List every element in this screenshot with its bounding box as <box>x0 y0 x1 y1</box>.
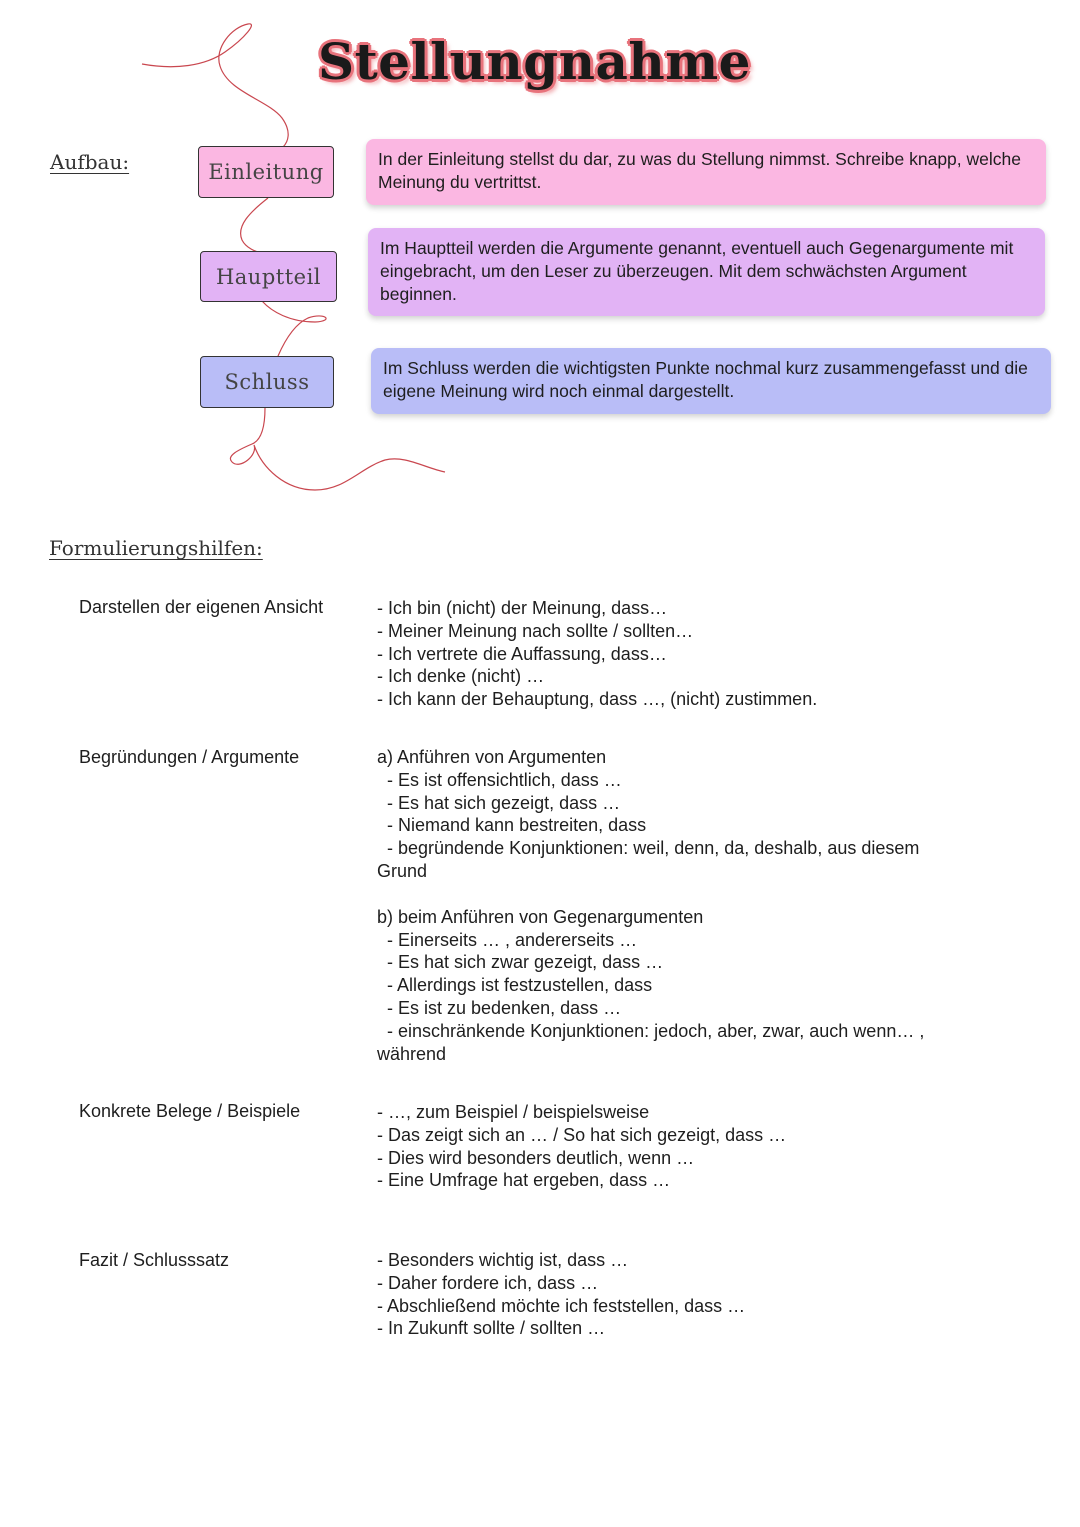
phrase-item: - einschränkende Konjunktionen: jedoch, aber, zwar, auch wenn… , <box>387 1020 925 1041</box>
phrase-item: - Das zeigt sich an … / So hat sich gezeigt, dass … <box>377 1124 787 1145</box>
aufbau-label: Aufbau: <box>50 150 130 174</box>
phrase-item: - Daher fordere ich, dass … <box>377 1272 599 1293</box>
phrase-item: - Allerdings ist festzustellen, dass <box>387 975 653 996</box>
phrase-item: - Es hat sich zwar gezeigt, dass … <box>387 952 664 973</box>
phrase-item: - Besonders wichtig ist, dass … <box>377 1250 629 1270</box>
phrase-item: - Es hat sich gezeigt, dass … <box>387 792 621 813</box>
phrase-item: - Es ist offensichtlich, dass … <box>387 769 622 790</box>
phrase-list-fazit <box>377 1249 745 1340</box>
thread-line <box>241 198 268 253</box>
stage-label: Hauptteil <box>215 264 322 289</box>
formulierungshilfen-label: Formulierungshilfen: <box>49 536 263 560</box>
phrase-item: - begründende Konjunktionen: weil, denn, da, deshalb, aus diesem <box>387 838 920 859</box>
phrase-subheading: a) Anführen von Argumenten <box>377 747 607 767</box>
phrase-item: - Ich denke (nicht) … <box>377 666 545 687</box>
thread-line <box>230 408 445 490</box>
phrase-item: - Dies wird besonders deutlich, wenn … <box>377 1147 695 1168</box>
stage-label: Schluss <box>224 370 310 394</box>
hauptteil-description: Im Hauptteil werden die Argumente genannt, eventuell auch Gegenargumente mit eingebracht, um den Leser zu überzeugen. Mit dem schwächsten Argument beginnen. <box>368 228 1045 316</box>
phrase-item: - Ich bin (nicht) der Meinung, dass… <box>377 598 668 618</box>
stage-label: Einleitung <box>208 160 324 184</box>
einleitung-description: In der Einleitung stellst du dar, zu was du Stellung nimmst. Schreibe knapp, welche Meinung du vertrittst. <box>366 139 1046 205</box>
thread-line <box>262 301 326 356</box>
phrase-item: - Eine Umfrage hat ergeben, dass … <box>377 1170 671 1191</box>
phrase-list-eigene-ansicht <box>377 597 817 711</box>
thread-line <box>142 24 288 147</box>
stage-einleitung <box>198 146 334 198</box>
phrase-item-continuation: während <box>377 1043 447 1064</box>
phrase-item: - Niemand kann bestreiten, dass <box>387 815 647 836</box>
phrase-item: - Ich kann der Behauptung, dass …, (nicht) zustimmen. <box>377 689 818 710</box>
phrase-item: - …, zum Beispiel / beispielsweise <box>377 1102 650 1122</box>
stage-hauptteil <box>200 251 337 302</box>
category-eigene-ansicht: Darstellen der eigenen Ansicht <box>79 597 324 617</box>
stage-schluss <box>200 356 334 408</box>
phrase-item: - Ich vertrete die Auffassung, dass… <box>377 643 667 664</box>
category-begruendungen: Begründungen / Argumente <box>79 747 300 767</box>
phrase-list-begruendungen <box>377 746 924 1065</box>
schluss-description: Im Schluss werden die wichtigsten Punkte nochmal kurz zusammengefasst und die eigene Meinung wird noch einmal dargestellt. <box>371 348 1051 414</box>
phrase-item: - Abschließend möchte ich feststellen, dass … <box>377 1295 746 1316</box>
category-belege: Konkrete Belege / Beispiele <box>79 1101 301 1121</box>
phrase-list-belege <box>377 1101 786 1192</box>
page-title: Stellungnahme <box>318 32 751 91</box>
phrase-item: - Es ist zu bedenken, dass … <box>387 997 622 1018</box>
category-fazit: Fazit / Schlusssatz <box>79 1250 230 1270</box>
phrase-subheading: b) beim Anführen von Gegenargumenten <box>377 906 704 927</box>
phrase-item: - Einerseits … , andererseits … <box>387 929 638 950</box>
phrase-item: - In Zukunft sollte / sollten … <box>377 1318 606 1339</box>
phrase-item: - Meiner Meinung nach sollte / sollten… <box>377 620 694 641</box>
phrase-item-continuation: Grund <box>377 860 428 881</box>
